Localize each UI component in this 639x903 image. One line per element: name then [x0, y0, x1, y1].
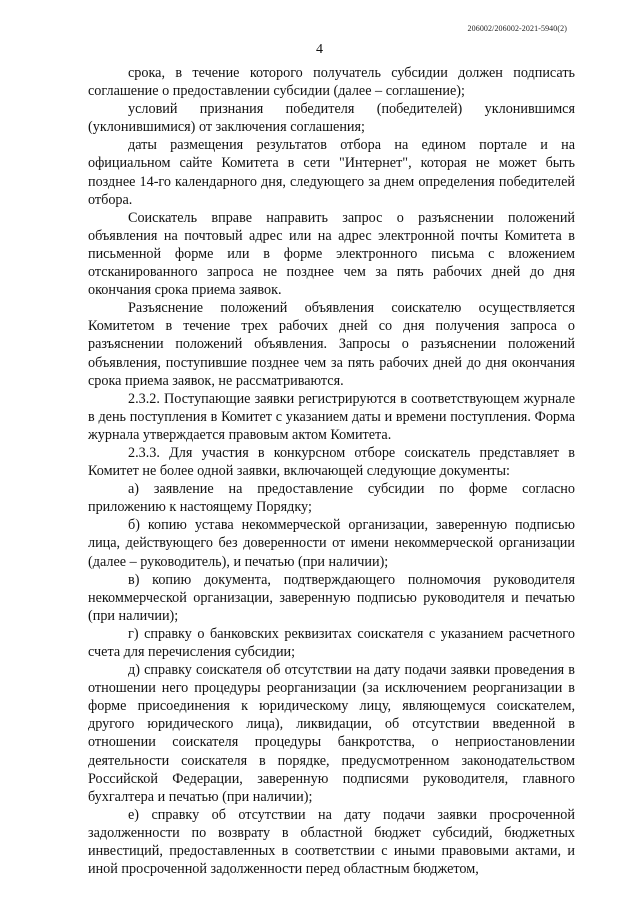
list-item-v: в) копию документа, подтверждающего полномочия руководителя некоммерческой организации, заверенную подписью руководителя и печатью (при наличии);	[88, 571, 575, 624]
paragraph-clarification-response: Разъяснение положений объявления соискателю осуществляется Комитетом в течение трех рабочих дней со дня получения запроса о разъяснении положений объявления. Запросы о разъяснении положений объявления, поступившие позднее чем за пять рабочих дней до дня окончания срока приема заявок, не рассматриваются.	[88, 300, 575, 389]
document-id: 206002/206002-2021-5940(2)	[467, 24, 567, 33]
paragraph-clarification-request: Соискатель вправе направить запрос о разъяснении положений объявления на почтовый адрес или на адрес электронной почты Комитета в письменной форме или в форме электронного письма с вложением отсканированного запроса не позднее чем за пять рабочих дней до дня окончания срока приема заявок.	[88, 209, 575, 299]
paragraph-term-signing: срока, в течение которого получатель субсидии должен подписать соглашение о предоставлении субсидии (далее – соглашение);	[88, 65, 575, 100]
paragraph-section-2-3-2: 2.3.2. Поступающие заявки регистрируются в соответствующем журнале в день поступления в Комитет с указанием даты и времени поступления. Форма журнала утверждается правовым актом Комитета.	[88, 390, 575, 443]
page-number: 4	[316, 42, 323, 57]
document-body	[88, 64, 575, 878]
list-item-d: д) справку соискателя об отсутствии на дату подачи заявки проведения в отношении него процедуры реорганизации (за исключением реорганизации в форме присоединения к юридическому лицу, являющемуся соискателем, другого юридического лица), ликвидации, об отсутствии введенной в отношении соискателя процедуры банкротства, о неприостановлении деятельности соискателя в порядке, предусмотренном законодательством Российской Федерации, заверенную подписями руководителя, главного бухгалтера и печатью (при наличии);	[88, 662, 575, 805]
list-item-g: г) справку о банковских реквизитах соискателя с указанием расчетного счета для перечисления субсидии;	[88, 625, 575, 660]
paragraph-section-2-3-3: 2.3.3. Для участия в конкурсном отборе соискатель представляет в Комитет не более одной заявки, включающей следующие документы:	[88, 444, 575, 480]
list-item-e: е) справку об отсутствии на дату подачи заявки просроченной задолженности по возврату в областной бюджет субсидий, бюджетных инвестиций, предоставленных в соответствии с иными правовыми актами, и иной просроченной задолженности перед областным бюджетом,	[88, 806, 575, 878]
paragraph-conditions-evasion: условий признания победителя (победителей) уклонившимся (уклонившимися) от заключения соглашения;	[88, 101, 575, 136]
list-item-b: б) копию устава некоммерческой организации, заверенную подписью лица, действующего без доверенности от имени некоммерческой организации (далее – руководитель), и печатью (при наличии);	[88, 517, 575, 570]
paragraph-results-dates: даты размещения результатов отбора на едином портале и на официальном сайте Комитета в сети "Интернет", которая не может быть позднее 14-го календарного дня, следующего за днем определения победителей отбора.	[88, 137, 575, 208]
list-item-a: а) заявление на предоставление субсидии по форме согласно приложению к настоящему Порядку;	[88, 481, 575, 516]
